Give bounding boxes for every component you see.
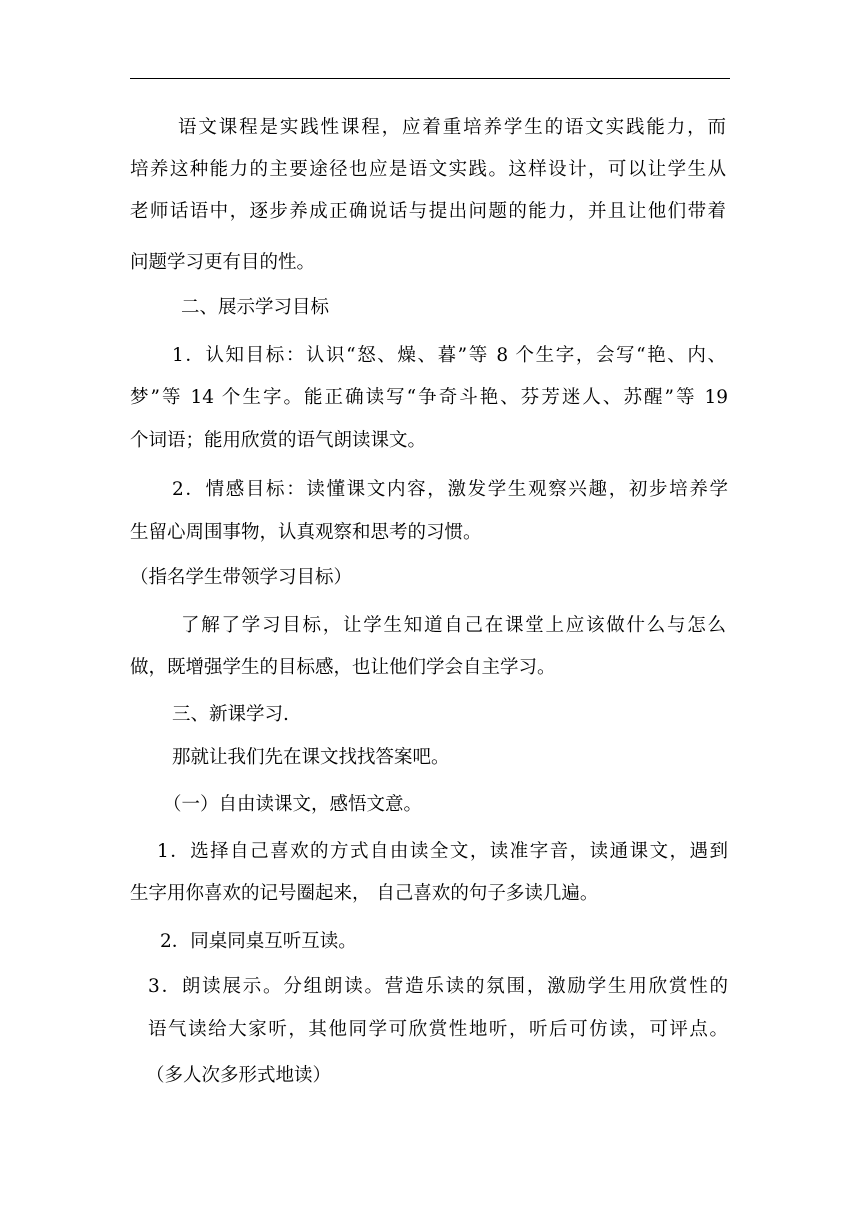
paragraph-line: 生字用你喜欢的记号圈起来， 自己喜欢的句子多读几遍。 — [130, 883, 599, 904]
section-heading: 二、展示学习目标 — [181, 297, 330, 318]
paragraph-line: （多人次多形式地读） — [146, 1065, 332, 1086]
paragraph-line: 梦”等 14 个生字。能正确读写“争奇斗艳、芬芳迷人、苏醒”等 19 — [130, 387, 728, 408]
paragraph-line: 语文课程是实践性课程，应着重培养学生的语文实践能力，而 — [178, 117, 726, 138]
paragraph-line: 2．同桌同桌互听互读。 — [160, 931, 357, 952]
paragraph-line: 问题学习更有目的性。 — [130, 252, 316, 273]
paragraph-line: 做，既增强学生的目标感，也让他们学会自主学习。 — [130, 657, 556, 678]
paragraph-line: 1．选择自己喜欢的方式自由读全文，读准字音，读通课文，遇到 — [157, 841, 728, 862]
sub-heading: （一）自由读课文，感悟文意。 — [163, 794, 423, 815]
paragraph-line: 老师话语中，逐步养成正确说话与提出问题的能力，并且让他们带着 — [130, 201, 726, 222]
paragraph-line: 个词语；能用欣赏的语气朗读课文。 — [130, 430, 427, 451]
paragraph-line: 2．情感目标：读懂课文内容，激发学生观察兴趣，初步培养学 — [172, 479, 728, 500]
paragraph-line: 了解了学习目标，让学生知道自己在课堂上应该做什么与怎么 — [181, 615, 726, 636]
paragraph-line: （指名学生带领学习目标） — [130, 567, 353, 588]
paragraph-line: 3．朗读展示。分组朗读。营造乐读的氛围，激励学生用欣赏性的 — [148, 976, 728, 997]
paragraph-line: 1．认知目标：认识“怒、燥、暮”等 8 个生字，会写“艳、内、 — [172, 345, 726, 366]
header-rule — [130, 78, 730, 79]
paragraph-line: 生留心周围事物，认真观察和思考的习惯。 — [130, 522, 482, 543]
paragraph-line: 那就让我们先在课文找找答案吧。 — [172, 747, 450, 768]
paragraph-line: 培养这种能力的主要途径也应是语文实践。这样设计，可以让学生从 — [130, 159, 726, 180]
paragraph-line: 语气读给大家听，其他同学可欣赏性地听，听后可仿读，可评点。 — [148, 1019, 728, 1040]
section-heading: 三、新课学习. — [172, 704, 289, 725]
